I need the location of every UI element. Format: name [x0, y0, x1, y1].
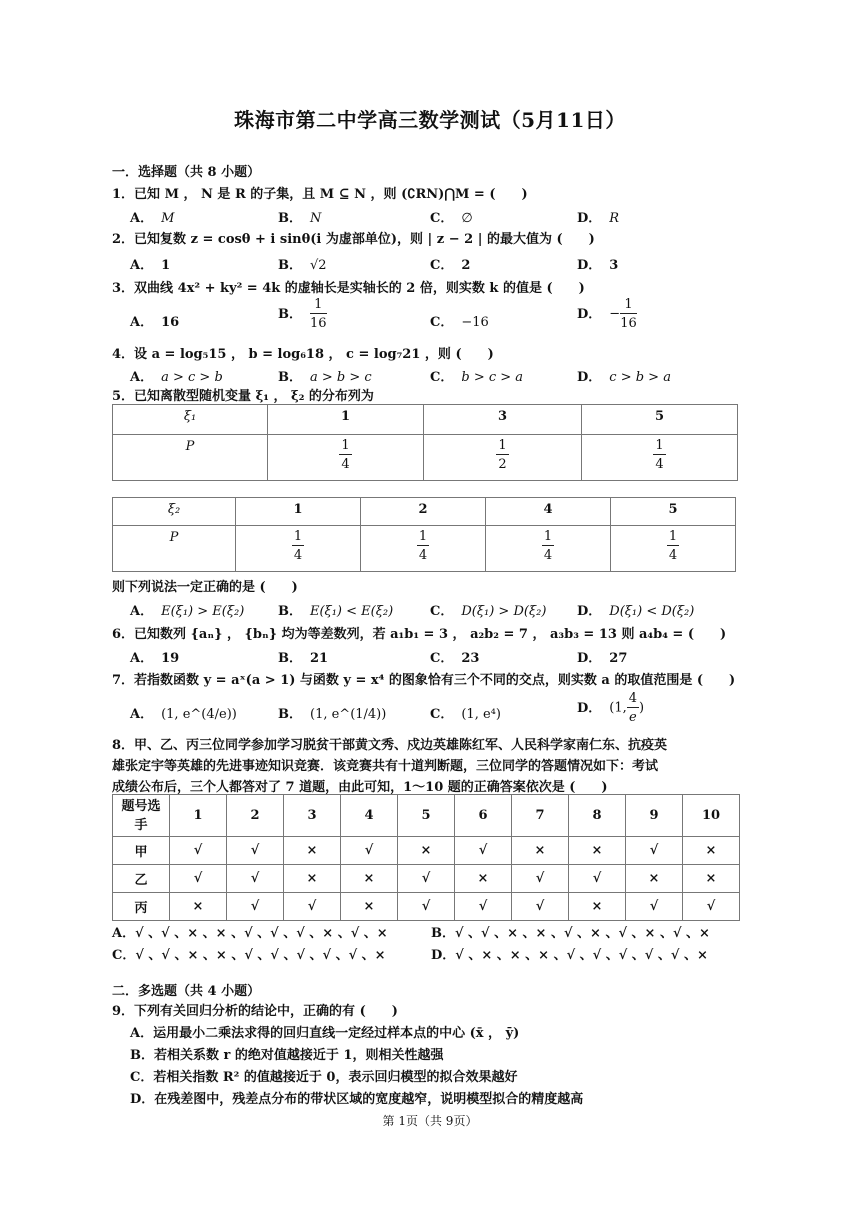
answer-mark: ×: [455, 865, 512, 893]
question-2-stem: 2．已知复数 z = cosθ + i sinθ(i 为虚部单位)，则 | z − 2 | 的最大值为 ( ): [112, 232, 595, 247]
table2-prob-2: [361, 526, 486, 572]
q1-option-a: A． M: [130, 211, 175, 226]
q9-option-c: C．若相关指数 R² 的值越接近于 0，表示回归模型的拟合效果越好: [130, 1070, 518, 1085]
answer-mark: √: [284, 893, 341, 921]
q7-option-c-text: (1, e⁴): [461, 707, 501, 722]
answer-mark: √: [455, 837, 512, 865]
q2-option-c: C． 2: [430, 258, 471, 273]
q6-option-b: B． 21: [278, 651, 329, 666]
table2-prob-3-den: 4: [543, 548, 553, 563]
section-heading-multi-choice: 二．多选题（共 4 小题）: [112, 984, 261, 999]
col-header-9: 9: [626, 795, 683, 837]
table1-prob-2: [424, 435, 582, 481]
answer-mark: ×: [398, 837, 455, 865]
q7-option-a: A． (1, e^(4/e)): [130, 707, 237, 722]
answer-mark: ×: [170, 893, 227, 921]
q3-b-denominator: 16: [310, 316, 327, 331]
q2-option-d: D． 3: [577, 258, 619, 273]
q1-option-b-text: N: [310, 211, 322, 226]
table1-prob-1-num: 1: [341, 438, 350, 453]
q9-option-d: D．在残差图中，残差点分布的带状区域的宽度越窄，说明模型拟合的精度越高: [130, 1092, 584, 1107]
q5-option-c: C． D(ξ₁) > D(ξ₂): [430, 604, 547, 619]
answer-mark: ×: [341, 893, 398, 921]
section-heading-single-choice: 一．选择题（共 8 小题）: [112, 165, 261, 180]
answer-row-yi: [113, 865, 740, 893]
table1-prob-1-den: 4: [341, 457, 350, 472]
question-5-after: 则下列说法一定正确的是 ( ): [112, 580, 298, 595]
table1-value-3: 5: [582, 405, 738, 435]
table1-value-2: 3: [424, 405, 582, 435]
answer-mark: ×: [512, 837, 569, 865]
q7-option-c: C． (1, e⁴): [430, 707, 501, 722]
q5-option-a: A． E(ξ₁) > E(ξ₂): [130, 604, 245, 619]
answer-mark: ×: [626, 865, 683, 893]
table2-value-1: 1: [236, 498, 361, 526]
q4-option-c: C． b > c > a: [430, 370, 524, 385]
answer-mark: √: [512, 865, 569, 893]
col-header-2: 2: [227, 795, 284, 837]
q3-option-b-fraction: [310, 298, 327, 330]
answer-mark: ×: [683, 837, 740, 865]
q1-option-a-text: M: [161, 211, 175, 226]
question-1-stem: 1．已知 M ， N 是 R 的子集，且 M ⊆ N ，则 (∁RN)⋂M = ( ): [112, 187, 528, 202]
table2-var-label: ξ₂: [113, 498, 236, 526]
answer-mark: √: [227, 837, 284, 865]
table2-p-label: P: [113, 526, 236, 572]
answer-table: [112, 794, 740, 921]
q6-option-c: C． 23: [430, 651, 480, 666]
question-8-line-1: 8．甲、乙、丙三位同学参加学习脱贫干部黄文秀、戍边英雄陈红军、人民科学家南仁东、抗疫英: [112, 738, 668, 753]
q3-option-d-fraction: [620, 298, 637, 330]
answer-mark: √: [227, 893, 284, 921]
q5-option-d: D． D(ξ₁) < D(ξ₂): [577, 604, 695, 619]
col-header-8: 8: [569, 795, 626, 837]
col-header-3: 3: [284, 795, 341, 837]
answer-mark: √: [626, 893, 683, 921]
answer-mark: ×: [569, 837, 626, 865]
answer-mark: √: [227, 865, 284, 893]
q3-d-denominator: 16: [620, 316, 637, 331]
col-header-7: 7: [512, 795, 569, 837]
q8-option-d: D．√ 、× 、× 、× 、√ 、√ 、√ 、√ 、√ 、×: [431, 948, 708, 963]
q6-option-c-text: 23: [461, 651, 480, 666]
q1-option-d-text: R: [609, 211, 620, 226]
q8-option-c: C．√ 、√ 、× 、× 、√ 、√ 、√ 、√ 、√ 、×: [112, 948, 386, 963]
q3-b-numerator: 1: [310, 298, 327, 314]
q2-option-b: B． √2: [278, 258, 327, 273]
q3-option-c-text: −16: [461, 315, 489, 330]
q4-option-b-text: a > b > c: [310, 370, 372, 385]
answer-mark: √: [512, 893, 569, 921]
answer-mark: ×: [341, 865, 398, 893]
q7-option-d-fraction: [627, 692, 639, 724]
q9-option-a: A．运用最小二乘法求得的回归直线一定经过样本点的中心 (x̄ ， ȳ): [130, 1026, 520, 1041]
answer-mark: √: [341, 837, 398, 865]
q4-option-a: A． a > c > b: [130, 370, 223, 385]
answer-mark: √: [626, 837, 683, 865]
table2-prob-2-den: 4: [418, 548, 428, 563]
q7-option-d: D． (1, $\frac{4}{e}$ ): [577, 691, 645, 725]
q3-d-numerator: 1: [620, 298, 637, 314]
q3-option-b: B． $\frac{1}{16}$: [278, 297, 327, 331]
header-label-line-2: 手: [134, 817, 148, 833]
distribution-table-xi2: [112, 497, 736, 572]
q2-option-c-text: 2: [461, 258, 471, 273]
table1-prob-3: [582, 435, 738, 481]
q1-option-d: D． R: [577, 211, 620, 226]
q7-d-numerator: 4: [628, 691, 638, 706]
q5-option-b-text: E(ξ₁) < E(ξ₂): [310, 604, 394, 619]
table2-prob-4: [611, 526, 736, 572]
table2-value-3: 4: [486, 498, 611, 526]
q6-option-a: A． 19: [130, 651, 180, 666]
col-header-4: 4: [341, 795, 398, 837]
row-name: 丙: [113, 893, 170, 921]
q3-option-c: C． −16: [430, 315, 489, 330]
distribution-table-xi1: [112, 404, 738, 481]
answer-mark: √: [683, 893, 740, 921]
q3-option-a-text: 16: [161, 315, 180, 330]
q2-option-d-text: 3: [609, 258, 619, 273]
row-name: 甲: [113, 837, 170, 865]
q4-option-d: D． c > b > a: [577, 370, 671, 385]
answer-mark: √: [398, 865, 455, 893]
table1-prob-3-den: 4: [655, 457, 664, 472]
question-9-stem: 9．下列有关回归分析的结论中，正确的有 ( ): [112, 1004, 398, 1019]
answer-mark: ×: [569, 893, 626, 921]
row-name: 乙: [113, 865, 170, 893]
answer-mark: √: [170, 865, 227, 893]
col-header-6: 6: [455, 795, 512, 837]
question-6-stem: 6．已知数列 {aₙ} ， {bₙ} 均为等差数列，若 a₁b₁ = 3 ， a₂b₂ = 7 ， a₃b₃ = 13 则 a₄b₄ = ( ): [112, 627, 727, 642]
answer-mark: √: [569, 865, 626, 893]
q7-option-b: B． (1, e^(1/4)): [278, 707, 387, 722]
table2-prob-1-num: 1: [293, 529, 303, 544]
question-3-stem: 3．双曲线 4x² + ky² = 4k 的虚轴长是实轴长的 2 倍，则实数 k 的值是 ( ): [112, 281, 585, 296]
header-label-line-1: 题号选: [121, 798, 161, 814]
question-8-line-3: 成绩公布后，三个人都答对了 7 道题，由此可知，1～10 题的正确答案依次是 ( ): [112, 780, 608, 795]
answer-mark: √: [398, 893, 455, 921]
table2-prob-4-num: 1: [668, 529, 678, 544]
table1-prob-1: [268, 435, 424, 481]
q7-d-denominator: e: [629, 710, 637, 725]
table1-p-label: P: [113, 435, 268, 481]
col-header-5: 5: [398, 795, 455, 837]
question-4-stem: 4．设 a = log₅15 ， b = log₆18 ， c = log₇21 ，则 ( ): [112, 347, 494, 362]
q6-option-d: D． 27: [577, 651, 628, 666]
q4-option-a-text: a > c > b: [161, 370, 223, 385]
q1-option-b: B． N: [278, 211, 322, 226]
table2-value-2: 2: [361, 498, 486, 526]
answer-table-header-label: [113, 795, 170, 837]
q4-option-c-text: b > c > a: [461, 370, 524, 385]
q7-option-a-text: (1, e^(4/e)): [161, 707, 237, 722]
q1-option-c-text: ∅: [461, 211, 473, 226]
table2-prob-3: [486, 526, 611, 572]
q7-d-pre: (1,: [609, 700, 627, 716]
q5-option-a-text: E(ξ₁) > E(ξ₂): [161, 604, 245, 619]
q4-option-d-text: c > b > a: [609, 370, 671, 385]
table2-prob-1: [236, 526, 361, 572]
q9-option-b: B．若相关系数 r 的绝对值越接近于 1，则相关性越强: [130, 1048, 444, 1063]
q3-d-sign: −: [609, 306, 621, 322]
question-8-line-2: 雄张定宇等英雄的先进事迹知识竞赛．该竞赛共有十道判断题，三位同学的答题情况如下：考试: [112, 759, 659, 774]
answer-mark: √: [455, 893, 512, 921]
q5-option-c-text: D(ξ₁) > D(ξ₂): [461, 604, 547, 619]
q6-option-a-text: 19: [161, 651, 180, 666]
answer-mark: ×: [284, 837, 341, 865]
q7-d-post: ): [639, 700, 645, 716]
table1-prob-3-num: 1: [655, 438, 664, 453]
question-7-stem: 7．若指数函数 y = aˣ(a > 1) 与函数 y = x⁴ 的图象恰有三个不同的交点，则实数 a 的取值范围是 ( ): [112, 673, 736, 688]
table2-prob-1-den: 4: [293, 548, 303, 563]
q2-option-a: A． 1: [130, 258, 171, 273]
table1-var-label: ξ₁: [113, 405, 268, 435]
q6-option-b-text: 21: [310, 651, 329, 666]
col-header-10: 10: [683, 795, 740, 837]
page-title: 珠海市第二中学高三数学测试（5月11日）: [234, 108, 626, 132]
answer-mark: ×: [284, 865, 341, 893]
answer-mark: ×: [683, 865, 740, 893]
answer-mark: √: [170, 837, 227, 865]
q2-option-a-text: 1: [161, 258, 171, 273]
q6-option-d-text: 27: [609, 651, 628, 666]
table1-value-1: 1: [268, 405, 424, 435]
table1-prob-2-num: 1: [498, 438, 507, 453]
answer-row-bing: [113, 893, 740, 921]
q1-option-c: C． ∅: [430, 211, 473, 226]
q4-option-b: B． a > b > c: [278, 370, 372, 385]
table1-prob-2-den: 2: [498, 457, 507, 472]
table2-value-4: 5: [611, 498, 736, 526]
q8-option-a: A．√ 、√ 、× 、× 、√ 、√ 、√ 、× 、√ 、×: [112, 926, 388, 941]
q5-option-d-text: D(ξ₁) < D(ξ₂): [609, 604, 695, 619]
table2-prob-3-num: 1: [543, 529, 553, 544]
answer-row-jia: [113, 837, 740, 865]
col-header-1: 1: [170, 795, 227, 837]
q5-option-b: B． E(ξ₁) < E(ξ₂): [278, 604, 394, 619]
table2-prob-2-num: 1: [418, 529, 428, 544]
page-footer: 第 1页（共 9页）: [382, 1114, 478, 1128]
q3-option-d: D． − $\frac{1}{16}$: [577, 297, 637, 331]
q7-option-b-text: (1, e^(1/4)): [310, 707, 387, 722]
table2-prob-4-den: 4: [668, 548, 678, 563]
q8-option-b: B．√ 、√ 、× 、× 、√ 、× 、√ 、× 、√ 、×: [431, 926, 710, 941]
question-5-stem: 5．已知离散型随机变量 ξ₁ ， ξ₂ 的分布列为: [112, 389, 374, 404]
q2-option-b-text: √2: [310, 258, 327, 273]
q3-option-a: A． 16: [130, 315, 180, 330]
